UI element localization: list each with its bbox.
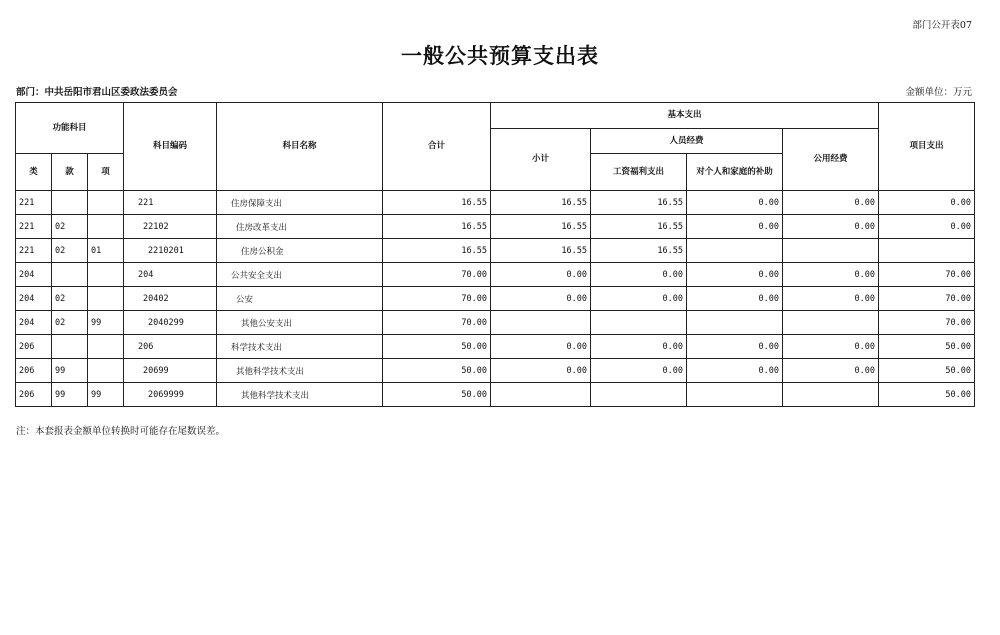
- cell-family: 0.00: [687, 215, 783, 239]
- cell-total: 50.00: [383, 383, 491, 407]
- cell-public-use: 0.00: [783, 191, 879, 215]
- cell-xiang: 01: [88, 239, 124, 263]
- cell-lei: 204: [16, 287, 52, 311]
- cell-name: 公共安全支出: [217, 263, 383, 287]
- cell-wages: 0.00: [591, 287, 687, 311]
- table-row: [16, 311, 975, 335]
- header-subtotal: 小计: [491, 129, 591, 191]
- cell-kuan: 02: [52, 287, 88, 311]
- cell-total: 16.55: [383, 215, 491, 239]
- table-row: [16, 359, 975, 383]
- cell-project: 0.00: [879, 215, 975, 239]
- table-row: [16, 191, 975, 215]
- cell-project: 70.00: [879, 263, 975, 287]
- department-label: 部门：中共岳阳市君山区委政法委员会: [16, 87, 178, 98]
- cell-project: 0.00: [879, 191, 975, 215]
- cell-code: 2210201: [124, 239, 217, 263]
- cell-xiang: 99: [88, 383, 124, 407]
- cell-subtotal: 16.55: [491, 215, 591, 239]
- cell-kuan: 02: [52, 239, 88, 263]
- cell-total: 70.00: [383, 311, 491, 335]
- page-title: 一般公共预算支出表: [401, 43, 599, 68]
- cell-family: 0.00: [687, 359, 783, 383]
- cell-code: 2040299: [124, 311, 217, 335]
- cell-code: 20402: [124, 287, 217, 311]
- table-row: [16, 239, 975, 263]
- header-subject-name: 科目名称: [217, 103, 383, 191]
- cell-lei: 206: [16, 335, 52, 359]
- cell-xiang: [88, 215, 124, 239]
- cell-total: 16.55: [383, 239, 491, 263]
- cell-family: [687, 239, 783, 263]
- cell-public-use: 0.00: [783, 263, 879, 287]
- unit-label: 金额单位：万元: [905, 87, 972, 98]
- cell-total: 50.00: [383, 359, 491, 383]
- cell-subtotal: 0.00: [491, 287, 591, 311]
- header-project-expense: 项目支出: [879, 103, 975, 191]
- cell-name: 公安: [217, 287, 383, 311]
- cell-family: 0.00: [687, 287, 783, 311]
- cell-total: 70.00: [383, 263, 491, 287]
- table-row: [16, 215, 975, 239]
- cell-subtotal: [491, 311, 591, 335]
- cell-subtotal: 0.00: [491, 263, 591, 287]
- cell-public-use: 0.00: [783, 215, 879, 239]
- cell-lei: 206: [16, 383, 52, 407]
- cell-kuan: 99: [52, 383, 88, 407]
- cell-public-use: [783, 311, 879, 335]
- cell-lei: 204: [16, 311, 52, 335]
- cell-xiang: [88, 191, 124, 215]
- cell-family: 0.00: [687, 263, 783, 287]
- cell-subtotal: 16.55: [491, 239, 591, 263]
- cell-name: 其他科学技术支出: [217, 359, 383, 383]
- cell-project: 70.00: [879, 311, 975, 335]
- cell-public-use: 0.00: [783, 335, 879, 359]
- header-subject-code: 科目编码: [124, 103, 217, 191]
- cell-kuan: 02: [52, 311, 88, 335]
- cell-xiang: [88, 335, 124, 359]
- cell-code: 20699: [124, 359, 217, 383]
- cell-total: 16.55: [383, 191, 491, 215]
- table-row: [16, 263, 975, 287]
- cell-public-use: [783, 239, 879, 263]
- budget-table: [15, 102, 975, 407]
- cell-project: 50.00: [879, 359, 975, 383]
- cell-family: [687, 311, 783, 335]
- cell-wages: 0.00: [591, 335, 687, 359]
- header-kuan: 款: [52, 154, 88, 191]
- header-total: 合计: [383, 103, 491, 191]
- cell-name: 住房改革支出: [217, 215, 383, 239]
- cell-kuan: [52, 191, 88, 215]
- cell-xiang: [88, 359, 124, 383]
- cell-kuan: 99: [52, 359, 88, 383]
- cell-project: [879, 239, 975, 263]
- header-family-subsidy: 对个人和家庭的补助: [687, 154, 783, 191]
- cell-lei: 221: [16, 239, 52, 263]
- table-body: [16, 191, 975, 407]
- table-row: [16, 335, 975, 359]
- cell-kuan: [52, 335, 88, 359]
- cell-family: 0.00: [687, 335, 783, 359]
- cell-total: 50.00: [383, 335, 491, 359]
- cell-lei: 221: [16, 215, 52, 239]
- header-xiang: 项: [88, 154, 124, 191]
- cell-wages: [591, 383, 687, 407]
- table-row: [16, 383, 975, 407]
- cell-code: 206: [124, 335, 217, 359]
- cell-total: 70.00: [383, 287, 491, 311]
- cell-wages: [591, 311, 687, 335]
- cell-wages: 16.55: [591, 215, 687, 239]
- cell-project: 50.00: [879, 383, 975, 407]
- cell-subtotal: [491, 383, 591, 407]
- footnote: 注：本套报表金额单位转换时可能存在尾数误差。: [16, 426, 226, 437]
- cell-wages: 16.55: [591, 239, 687, 263]
- cell-xiang: [88, 263, 124, 287]
- cell-project: 50.00: [879, 335, 975, 359]
- form-number: 部门公开表07: [912, 20, 972, 31]
- cell-public-use: [783, 383, 879, 407]
- cell-name: 科学技术支出: [217, 335, 383, 359]
- cell-public-use: 0.00: [783, 287, 879, 311]
- cell-kuan: 02: [52, 215, 88, 239]
- header-personnel: 人员经费: [591, 129, 783, 154]
- cell-family: 0.00: [687, 191, 783, 215]
- table-row: [16, 287, 975, 311]
- cell-name: 住房保障支出: [217, 191, 383, 215]
- cell-name: 其他公安支出: [217, 311, 383, 335]
- cell-code: 204: [124, 263, 217, 287]
- cell-public-use: 0.00: [783, 359, 879, 383]
- cell-subtotal: 0.00: [491, 335, 591, 359]
- cell-family: [687, 383, 783, 407]
- cell-project: 70.00: [879, 287, 975, 311]
- cell-wages: 0.00: [591, 263, 687, 287]
- cell-code: 221: [124, 191, 217, 215]
- cell-xiang: [88, 287, 124, 311]
- header-lei: 类: [16, 154, 52, 191]
- cell-name: 住房公积金: [217, 239, 383, 263]
- cell-lei: 206: [16, 359, 52, 383]
- cell-lei: 204: [16, 263, 52, 287]
- cell-subtotal: 0.00: [491, 359, 591, 383]
- cell-code: 2069999: [124, 383, 217, 407]
- cell-name: 其他科学技术支出: [217, 383, 383, 407]
- cell-kuan: [52, 263, 88, 287]
- header-func-subject: 功能科目: [16, 103, 124, 154]
- cell-xiang: 99: [88, 311, 124, 335]
- header-wages: 工资福利支出: [591, 154, 687, 191]
- cell-code: 22102: [124, 215, 217, 239]
- cell-subtotal: 16.55: [491, 191, 591, 215]
- header-basic-expense: 基本支出: [491, 103, 879, 129]
- cell-lei: 221: [16, 191, 52, 215]
- header-public-use: 公用经费: [783, 129, 879, 191]
- cell-wages: 0.00: [591, 359, 687, 383]
- cell-wages: 16.55: [591, 191, 687, 215]
